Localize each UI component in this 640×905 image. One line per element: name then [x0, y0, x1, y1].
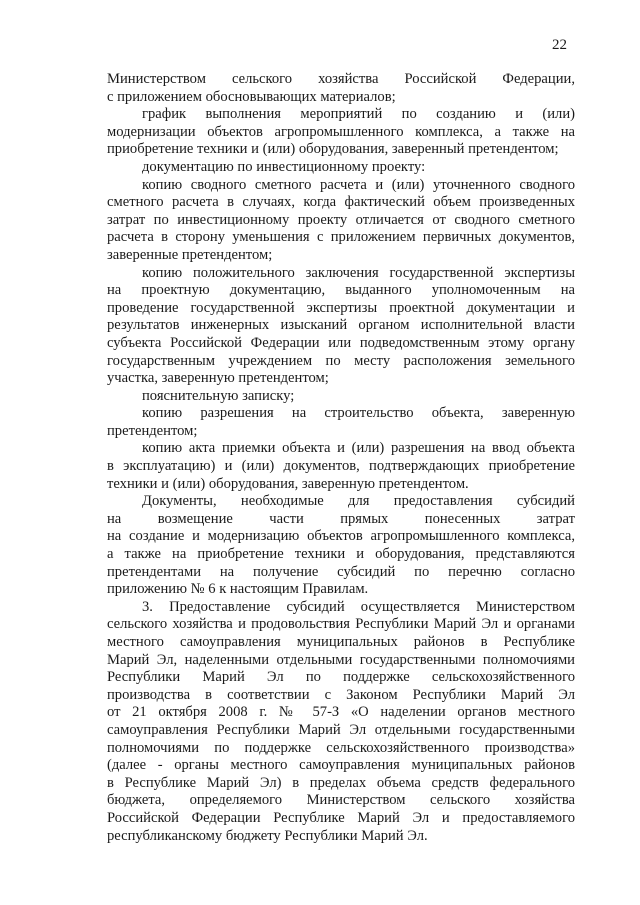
- text-line: республиканскому бюджету Республики Марий Эл.: [107, 827, 428, 844]
- text-line: Министерством сельского хозяйства Российской Федерации,: [107, 71, 575, 87]
- text-line: на проектную документацию, выданного уполномоченным на: [107, 282, 575, 299]
- text-line: приложению № 6 к настоящим Правилам.: [107, 581, 369, 598]
- text-line: пояснительную записку;: [142, 387, 295, 404]
- text-line: копию акта приемки объекта и (или) разрешения на ввод объекта: [142, 440, 575, 457]
- text-line: сметного расчета в случаях, когда фактический объем произведенных: [107, 194, 575, 211]
- text-line: от 21 октября 2008 г. № 57-З «О наделении органов местного: [107, 704, 575, 721]
- text-line: модернизации объектов агропромышленного комплекса, а также на: [107, 123, 575, 140]
- text-line: Документы, необходимые для предоставления субсидий: [142, 493, 575, 510]
- text-line: результатов инженерных изысканий органом исполнительной власти: [107, 317, 575, 334]
- text-line: с приложением обосновывающих материалов;: [107, 88, 396, 105]
- text-line: в эксплуатацию) и (или) документов, подтверждающих приобретение: [107, 458, 575, 475]
- text-line: в Республике Марий Эл) в пределах объема средств федерального: [107, 774, 575, 791]
- text-line: (далее - органы местного самоуправления муниципальных районов: [107, 757, 575, 774]
- text-line: производства в соответствии с Законом Республики Марий Эл: [107, 686, 575, 703]
- text-line: участка, заверенную претендентом;: [107, 370, 329, 387]
- text-line: документацию по инвестиционному проекту:: [142, 158, 426, 175]
- page-number: 22: [552, 37, 567, 53]
- text-line: затрат по инвестиционному проекту отличается от сводного сметного: [107, 211, 575, 228]
- text-line: техники и (или) оборудования, заверенную претендентом.: [107, 475, 469, 492]
- text-line: субъекта Российской Федерации или подведомственным этому органу: [107, 334, 575, 351]
- text-line: бюджета, определяемого Министерством сельского хозяйства: [107, 792, 575, 809]
- text-line: расчета в сторону уменьшения с приложением первичных документов,: [107, 229, 575, 246]
- text-line: приобретение техники и (или) оборудования, заверенный претендентом;: [107, 141, 559, 158]
- text-line: самоуправления Республики Марий Эл отдельными государственными: [107, 721, 575, 738]
- text-line: копию разрешения на строительство объекта, заверенную: [142, 405, 575, 422]
- text-line: Республики Марий Эл по поддержке сельскохозяйственного: [107, 669, 575, 686]
- text-line: а также на приобретение техники и оборудования, представляются: [107, 546, 575, 563]
- text-line: заверенные претендентом;: [107, 246, 273, 263]
- text-line: проведение государственной экспертизы проектной документации и: [107, 299, 575, 316]
- text-line: на возмещение части прямых понесенных затрат: [107, 510, 575, 527]
- text-line: копию положительного заключения государственной экспертизы: [142, 264, 575, 281]
- text-line: местного самоуправления муниципальных районов в Республике: [107, 634, 575, 650]
- text-line: сельского хозяйства и продовольствия Республики Марий Эл и органами: [107, 616, 575, 633]
- text-line: график выполнения мероприятий по созданию и (или): [142, 106, 575, 123]
- text-line: 3. Предоставление субсидий осуществляется Министерством: [142, 598, 575, 615]
- text-line: полномочиями по поддержке сельскохозяйственного производства»: [107, 739, 575, 756]
- text-line: Марий Эл, наделенными отдельными государственными полномочиями: [107, 651, 575, 668]
- text-line: претендентом;: [107, 422, 198, 439]
- text-line: претендентами на получение субсидий по перечню согласно: [107, 563, 575, 580]
- text-line: на создание и модернизацию объектов агропромышленного комплекса,: [107, 528, 575, 545]
- text-line: Российской Федерации Республике Марий Эл и предоставляемого: [107, 809, 575, 826]
- text-line: копию сводного сметного расчета и (или) уточненного сводного: [142, 176, 575, 193]
- text-line: государственным учреждением по месту расположения земельного: [107, 352, 575, 369]
- document-body: [107, 71, 575, 845]
